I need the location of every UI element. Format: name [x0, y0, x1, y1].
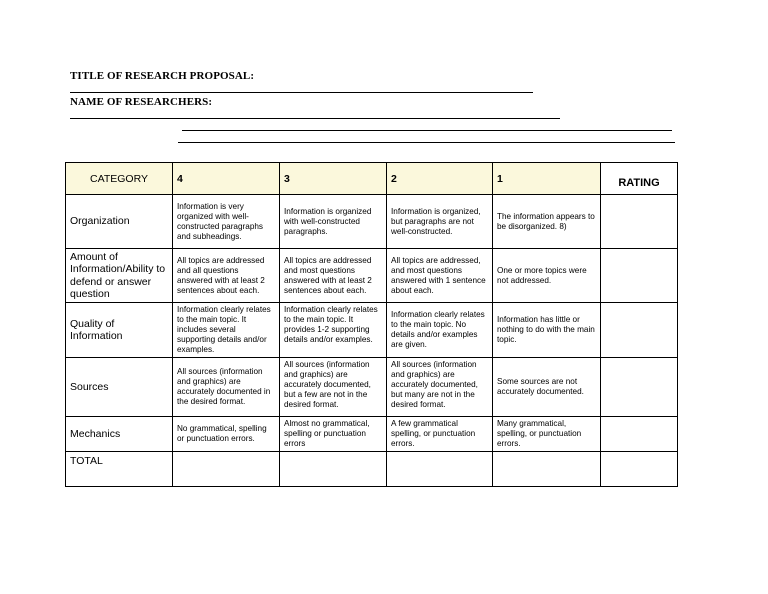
score-1-cell: Information has little or nothing to do with the main topic. — [493, 303, 601, 358]
table-row-quality-of-information — [66, 303, 678, 358]
criterion-label: Organization — [66, 195, 173, 249]
rating-input-cell[interactable] — [601, 195, 678, 249]
criterion-label: Quality of Information — [66, 303, 173, 358]
table-row-sources — [66, 358, 678, 417]
score-3-cell: All topics are addressed and most questions answered with at least 2 sentences about each. — [280, 249, 387, 303]
column-header-3: 3 — [280, 163, 387, 195]
rating-input-cell[interactable] — [601, 358, 678, 417]
title-field-label: TITLE OF RESEARCH PROPOSAL: — [70, 70, 255, 82]
score-2-cell: All sources (information and graphics) are accurately documented, but many are not in the desired format. — [387, 358, 493, 417]
column-header-rating: RATING — [601, 163, 678, 195]
total-score-3-cell — [280, 452, 387, 487]
table-row-mechanics — [66, 417, 678, 452]
score-1-cell: The information appears to be disorganized. 8) — [493, 195, 601, 249]
table-row-total — [66, 452, 678, 487]
score-4-cell: All sources (information and graphics) are accurately documented in the desired format. — [173, 358, 280, 417]
total-score-1-cell — [493, 452, 601, 487]
column-header-category: CATEGORY — [66, 163, 173, 195]
score-2-cell: A few grammatical spelling, or punctuation errors. — [387, 417, 493, 452]
score-2-cell: Information clearly relates to the main topic. No details and/or examples are given. — [387, 303, 493, 358]
score-4-cell: No grammatical, spelling or punctuation errors. — [173, 417, 280, 452]
rubric-table — [65, 162, 678, 487]
score-3-cell: All sources (information and graphics) are accurately documented, but a few are not in the desired format. — [280, 358, 387, 417]
header-row — [66, 163, 678, 195]
table-row-amount-of-information — [66, 249, 678, 303]
score-4-cell: Information clearly relates to the main topic. It includes several supporting details and/or examples. — [173, 303, 280, 358]
total-score-2-cell — [387, 452, 493, 487]
total-score-4-cell — [173, 452, 280, 487]
table-row-organization — [66, 195, 678, 249]
researchers-line-3[interactable] — [178, 142, 675, 143]
criterion-label: Sources — [66, 358, 173, 417]
researchers-line-1[interactable] — [70, 118, 560, 119]
score-3-cell: Information is organized with well-constructed paragraphs. — [280, 195, 387, 249]
total-rating-input-cell[interactable] — [601, 452, 678, 487]
column-header-2: 2 — [387, 163, 493, 195]
rating-input-cell[interactable] — [601, 417, 678, 452]
rating-input-cell[interactable] — [601, 249, 678, 303]
score-3-cell: Information clearly relates to the main topic. It provides 1-2 supporting details and/or examples. — [280, 303, 387, 358]
rating-input-cell[interactable] — [601, 303, 678, 358]
score-3-cell: Almost no grammatical, spelling or punctuation errors — [280, 417, 387, 452]
criterion-label: Mechanics — [66, 417, 173, 452]
title-line[interactable] — [70, 92, 533, 93]
column-header-4: 4 — [173, 163, 280, 195]
score-1-cell: One or more topics were not addressed. — [493, 249, 601, 303]
column-header-1: 1 — [493, 163, 601, 195]
total-label: TOTAL — [66, 452, 173, 487]
score-2-cell: Information is organized, but paragraphs are not well-constructed. — [387, 195, 493, 249]
score-4-cell: All topics are addressed and all questions answered with at least 2 sentences about each. — [173, 249, 280, 303]
score-2-cell: All topics are addressed, and most questions answered with 1 sentence about each. — [387, 249, 493, 303]
researchers-field-label: NAME OF RESEARCHERS: — [70, 96, 213, 108]
score-1-cell: Some sources are not accurately documented. — [493, 358, 601, 417]
score-1-cell: Many grammatical, spelling, or punctuation errors. — [493, 417, 601, 452]
score-4-cell: Information is very organized with well-constructed paragraphs and subheadings. — [173, 195, 280, 249]
researchers-line-2[interactable] — [182, 130, 672, 131]
criterion-label: Amount of Information/Ability to defend or answer question — [66, 249, 173, 303]
